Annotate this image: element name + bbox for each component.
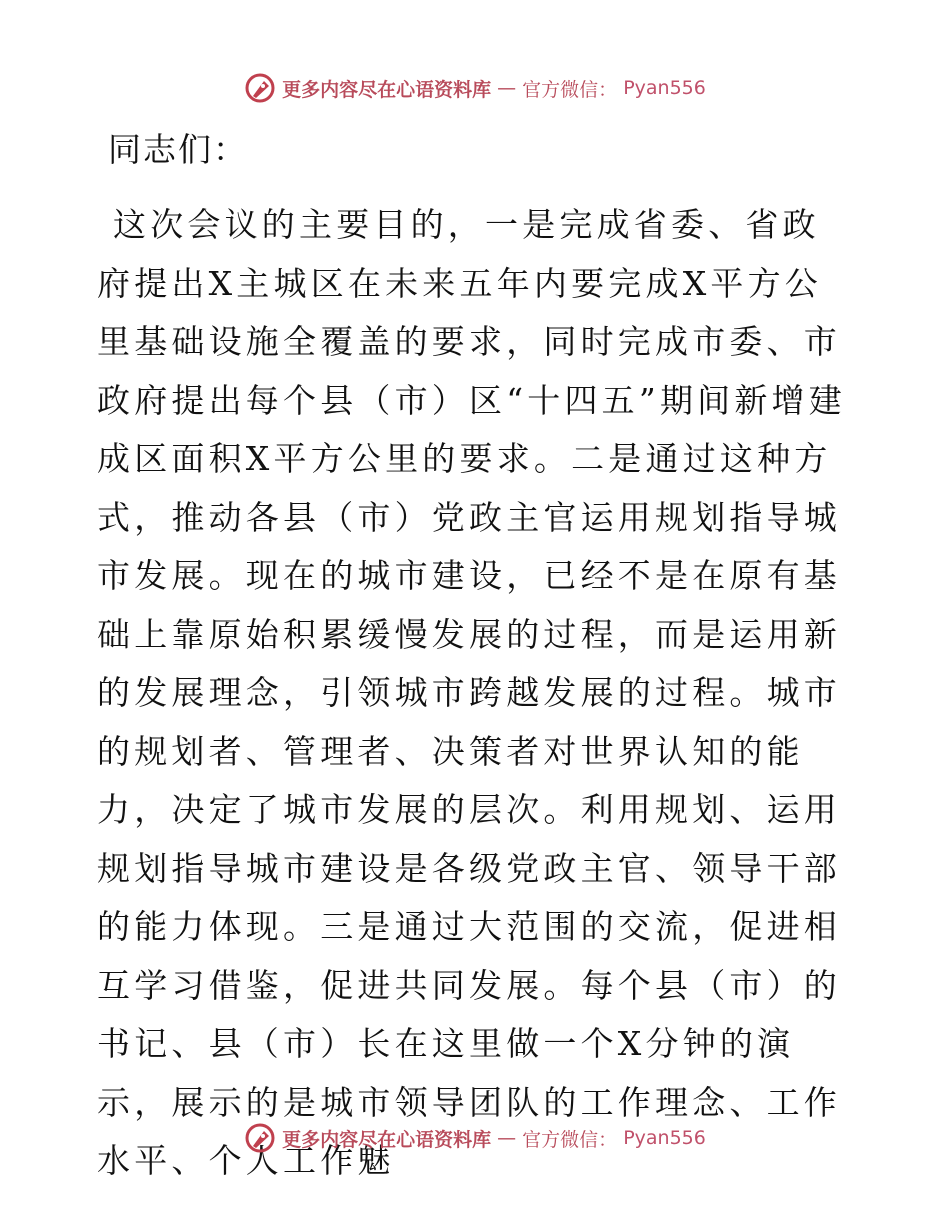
wechat-label: 官方微信：	[522, 1128, 618, 1151]
wechat-label: 官方微信：	[522, 78, 618, 101]
promo-text: 更多内容尽在心语资料库	[282, 78, 492, 101]
footer-banner	[0, 1122, 950, 1154]
banner-dash: —	[497, 1127, 517, 1149]
promo-text: 更多内容尽在心语资料库	[282, 1128, 492, 1151]
header-banner	[0, 72, 950, 104]
body-paragraph: 这次会议的主要目的，一是完成省委、省政府提出X主城区在未来五年内要完成X平方公里基础设施全覆盖的要求，同时完成市委、市政府提出每个县（市）区“十四五”期间新增建成区面积X平方公里的要求。二是通过这种方式，推动各县（市）党政主官运用规划指导城市发展。现在的城市建设，已经不是在原有基础上靠原始积累缓慢发展的过程，而是运用新的发展理念，引领城市跨越发展的过程。城市的规划者、管理者、决策者对世界认知的能力，决定了城市发展的层次。利用规划、运用规划指导城市建设是各级党政主官、领导干部的能力体现。三是通过大范围的交流，促进相互学习借鉴，促进共同发展。每个县（市）的书记、县（市）长在这里做一个X分钟的演示，展示的是城市领导团队的工作理念、工作水平、个人工作魅	[97, 205, 846, 1180]
pen-nib-circle-icon	[244, 72, 276, 104]
banner-dash: —	[497, 77, 517, 99]
wechat-id: Pyan556	[623, 1127, 706, 1149]
wechat-id: Pyan556	[623, 77, 706, 99]
pen-nib-circle-icon	[244, 1122, 276, 1154]
salutation: 同志们：	[108, 130, 248, 169]
